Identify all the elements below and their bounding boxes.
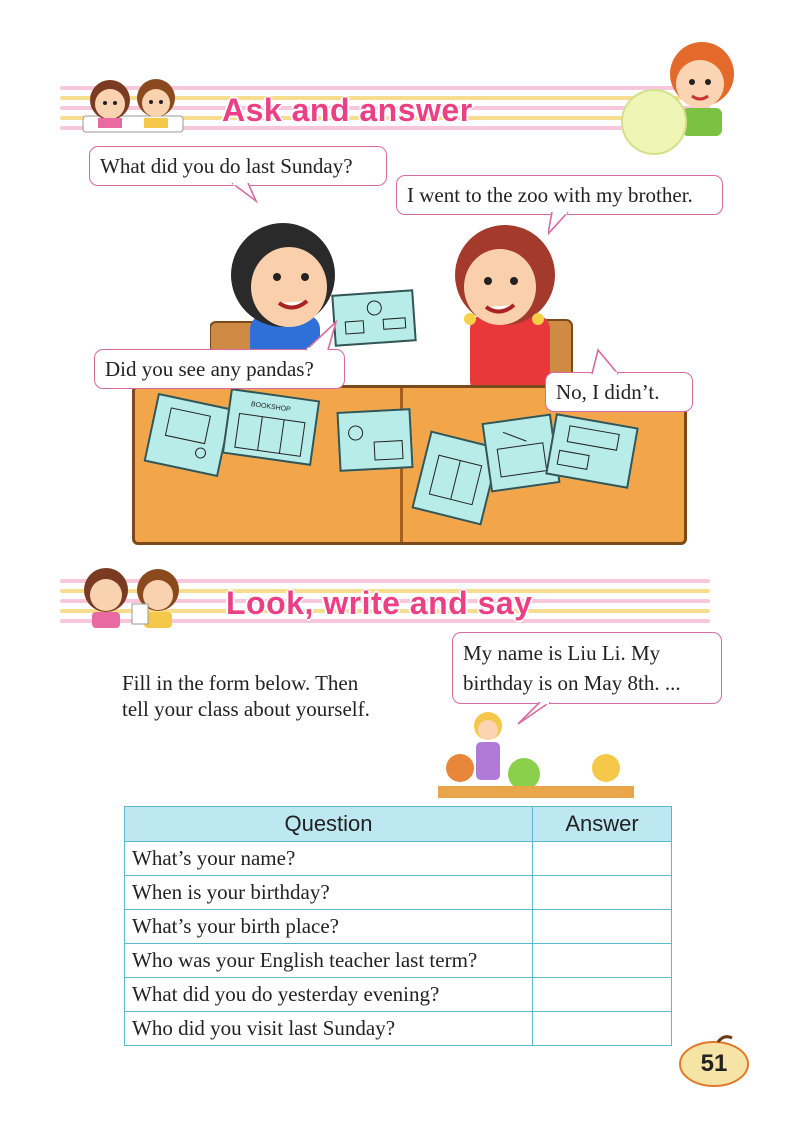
table-row bbox=[125, 910, 672, 944]
instruction-line-1: Fill in the form below. Then bbox=[122, 671, 359, 695]
kids-reading-illustration bbox=[78, 72, 188, 134]
girl-illustration bbox=[430, 215, 575, 390]
bubble-answer-no: No, I didn’t. bbox=[545, 372, 693, 412]
bubble-tail bbox=[548, 212, 578, 238]
section2-heading: Look, write and say bbox=[226, 585, 533, 621]
table-row bbox=[125, 944, 672, 978]
question-cell: When is your birthday? bbox=[125, 876, 533, 910]
answer-cell[interactable] bbox=[533, 910, 672, 944]
personal-info-form bbox=[124, 806, 672, 1046]
station-card bbox=[144, 393, 233, 477]
bookshop-sign: BOOKSHOP bbox=[250, 401, 292, 414]
table-header-row bbox=[125, 807, 672, 842]
table-row bbox=[125, 876, 672, 910]
bookshop-card bbox=[222, 388, 320, 466]
bubble-tail bbox=[230, 183, 260, 205]
bubble-tail bbox=[590, 348, 626, 376]
question-cell: Who did you visit last Sunday? bbox=[125, 1012, 533, 1046]
answer-cell[interactable] bbox=[533, 944, 672, 978]
bubble-liu-li-line-1: My name is Liu Li. My bbox=[463, 641, 661, 665]
section1-heading: Ask and answer bbox=[222, 92, 473, 128]
classroom-illustration bbox=[438, 708, 634, 800]
question-cell: What’s your name? bbox=[125, 842, 533, 876]
answer-cell[interactable] bbox=[533, 1012, 672, 1046]
answer-cell[interactable] bbox=[533, 876, 672, 910]
bubble-liu-li-line-2: birthday is on May 8th. ... bbox=[463, 671, 681, 695]
park-card bbox=[336, 408, 413, 472]
page-number: 51 bbox=[700, 1050, 728, 1077]
column-header-answer: Answer bbox=[533, 807, 672, 842]
instruction-line-2: tell your class about yourself. bbox=[122, 697, 370, 721]
bubble-liu-li bbox=[452, 632, 722, 704]
question-cell: Who was your English teacher last term? bbox=[125, 944, 533, 978]
bus-station-card bbox=[545, 413, 638, 489]
bubble-question-last-sunday: What did you do last Sunday? bbox=[89, 146, 387, 186]
column-header-question: Question bbox=[125, 807, 533, 842]
boy-with-globe-illustration bbox=[612, 34, 742, 158]
bubble-question-pandas: Did you see any pandas? bbox=[94, 349, 345, 389]
answer-cell[interactable] bbox=[533, 842, 672, 876]
bubble-answer-zoo: I went to the zoo with my brother. bbox=[396, 175, 723, 215]
table-row bbox=[125, 1012, 672, 1046]
bubble-tail bbox=[300, 320, 340, 352]
zoo-picture-card bbox=[331, 289, 416, 347]
answer-cell[interactable] bbox=[533, 978, 672, 1012]
question-cell: What’s your birth place? bbox=[125, 910, 533, 944]
table-row bbox=[125, 842, 672, 876]
kids-pointing-illustration bbox=[76, 562, 192, 632]
table-row bbox=[125, 978, 672, 1012]
question-cell: What did you do yesterday evening? bbox=[125, 978, 533, 1012]
instructions bbox=[122, 670, 370, 722]
